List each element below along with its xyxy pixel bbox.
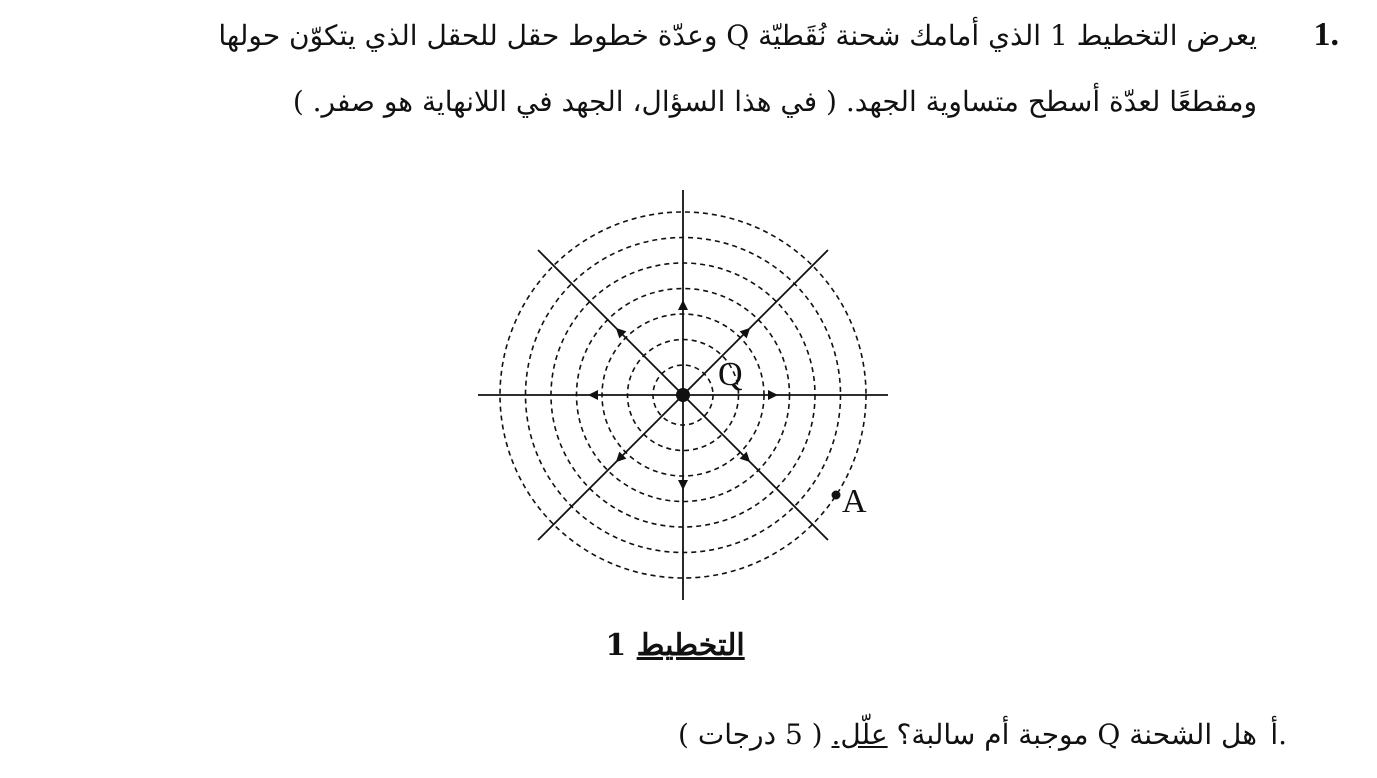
subquestion-points: ( 5 درجات )	[678, 718, 823, 751]
caption-word: التخطيط	[636, 628, 745, 663]
charge-q-label: Q	[718, 356, 743, 393]
subquestion-explain: علّل.	[831, 718, 888, 751]
question-line-1: يعرض التخطيط 1 الذي أمامك شحنة نُقَطيّة Q وعدّة خطوط حقل للحقل الذي يتكوّن حولها	[218, 19, 1257, 52]
point-a-dot	[832, 491, 841, 500]
question-number: 1.	[1313, 16, 1339, 53]
field-arrow	[678, 480, 688, 490]
diagram-caption	[590, 628, 760, 663]
field-line	[538, 395, 683, 540]
point-a-label: A	[842, 483, 867, 520]
question-line-2: ومقطعًا لعدّة أسطح متساوية الجهد. ( في هذا السؤال، الجهد في اللانهاية هو صفر. )	[292, 85, 1257, 118]
field-arrow	[768, 390, 778, 400]
field-line	[538, 250, 683, 395]
charge-q-dot	[676, 388, 690, 402]
field-arrow	[588, 390, 598, 400]
field-diagram	[470, 185, 900, 605]
subquestion-text	[678, 718, 1257, 751]
field-arrow	[678, 300, 688, 310]
field-line	[683, 250, 828, 395]
caption-number: 1	[605, 628, 627, 663]
subquestion-question: هل الشحنة Q موجبة أم سالبة؟	[896, 718, 1257, 751]
field-line	[683, 395, 828, 540]
subquestion-letter: أ.	[1270, 718, 1287, 751]
